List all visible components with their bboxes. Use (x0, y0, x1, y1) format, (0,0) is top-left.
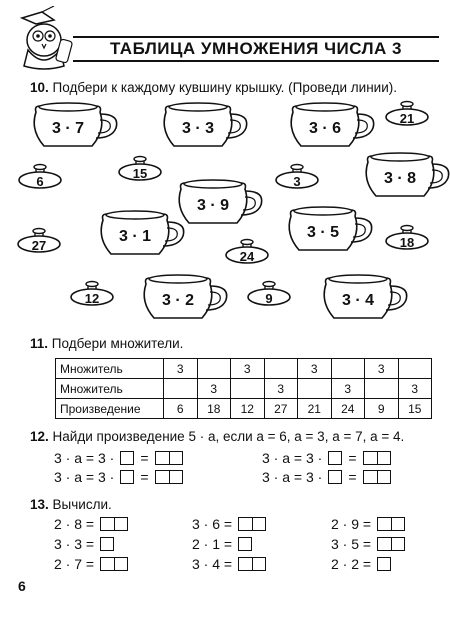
jug-label: 3 · 6 (308, 120, 341, 137)
task-12-heading (30, 429, 404, 444)
table-cell: 27 (264, 399, 298, 419)
answer-box[interactable] (100, 537, 114, 551)
answer-box[interactable] (100, 517, 128, 531)
task-11-text: Подбери множители. (51, 336, 184, 351)
answer-box[interactable] (377, 537, 405, 551)
jug-3x8[interactable] (360, 150, 450, 200)
table-cell[interactable] (164, 379, 198, 399)
table-cell: 15 (398, 399, 432, 419)
jug-3x7[interactable] (28, 100, 120, 150)
lid-label: 6 (36, 174, 44, 189)
table-row (56, 359, 432, 379)
task-11-number: 11. (30, 336, 49, 351)
equation-expr: 3 · 3 = (54, 536, 95, 552)
lid-15[interactable] (118, 155, 162, 181)
equation-line (54, 556, 128, 572)
table-cell[interactable] (331, 359, 365, 379)
answer-box[interactable] (328, 451, 342, 465)
equation-expr: 3 · 6 = (192, 516, 233, 532)
lid-label: 15 (132, 166, 148, 181)
equation-line (192, 536, 252, 552)
equation-expr: 3 · а = 3 · (262, 450, 323, 466)
table-cell: 24 (331, 399, 365, 419)
answer-box[interactable] (100, 557, 128, 571)
equation-line (54, 469, 183, 485)
equals-sign: = (348, 450, 357, 466)
table-cell[interactable] (197, 359, 231, 379)
table-cell[interactable]: 3 (298, 359, 332, 379)
row-label: Множитель (56, 359, 164, 379)
row-label: Произведение (56, 399, 164, 419)
task-10-text: Подбери к каждому кувшину крышку. (Проведи линии). (52, 80, 397, 95)
jug-label: 3 · 5 (306, 224, 339, 241)
task-12-number: 12. (30, 429, 49, 444)
jug-3x6[interactable] (285, 100, 377, 150)
jug-label: 3 · 7 (51, 120, 84, 137)
answer-box[interactable] (155, 470, 183, 484)
table-cell[interactable] (398, 359, 432, 379)
equation-line (331, 556, 391, 572)
table-cell[interactable]: 3 (331, 379, 365, 399)
jug-3x1[interactable] (95, 208, 187, 258)
equation-expr: 3 · а = 3 · (54, 469, 115, 485)
equation-expr: 3 · 5 = (331, 536, 372, 552)
task-11-heading (30, 336, 183, 351)
answer-box[interactable] (155, 451, 183, 465)
answer-box[interactable] (377, 557, 391, 571)
task-13-heading (30, 497, 112, 512)
table-cell: 12 (231, 399, 265, 419)
table-cell[interactable]: 3 (197, 379, 231, 399)
answer-box[interactable] (328, 470, 342, 484)
table-cell: 21 (298, 399, 332, 419)
equation-line (54, 536, 114, 552)
lid-12[interactable] (70, 280, 114, 306)
equation-expr: 2 · 1 = (192, 536, 233, 552)
equation-line (192, 556, 266, 572)
jug-label: 3 · 3 (181, 120, 214, 137)
table-cell: 9 (365, 399, 399, 419)
table-cell[interactable] (365, 379, 399, 399)
equation-line (262, 469, 391, 485)
equation-expr: 2 · 2 = (331, 556, 372, 572)
answer-box[interactable] (238, 557, 266, 571)
multiplier-table (55, 358, 432, 419)
equation-line (54, 450, 183, 466)
task-12-text: Найди произведение 5 · а, если а = 6, а = 3, а = 7, а = 4. (52, 429, 405, 444)
answer-box[interactable] (377, 517, 405, 531)
lid-6[interactable] (18, 163, 62, 189)
task-10-number: 10. (30, 80, 49, 95)
equation-line (192, 516, 266, 532)
lid-label: 9 (265, 291, 273, 306)
equals-sign: = (140, 450, 149, 466)
jug-3x3[interactable] (158, 100, 250, 150)
table-cell[interactable]: 3 (365, 359, 399, 379)
jug-3x4[interactable] (318, 272, 410, 322)
task-10-heading (30, 80, 397, 95)
equation-expr: 2 · 9 = (331, 516, 372, 532)
lid-3[interactable] (275, 163, 319, 189)
table-cell[interactable]: 3 (231, 359, 265, 379)
equation-line (331, 536, 405, 552)
table-row (56, 379, 432, 399)
answer-box[interactable] (363, 470, 391, 484)
task-13-number: 13. (30, 497, 49, 512)
equation-expr: 3 · а = 3 · (54, 450, 115, 466)
lid-9[interactable] (247, 280, 291, 306)
answer-box[interactable] (120, 451, 134, 465)
owl-mascot-icon (14, 6, 76, 72)
equation-expr: 3 · а = 3 · (262, 469, 323, 485)
jug-label: 3 · 1 (118, 228, 151, 245)
equals-sign: = (140, 469, 149, 485)
answer-box[interactable] (120, 470, 134, 484)
table-cell[interactable]: 3 (398, 379, 432, 399)
table-cell[interactable] (264, 359, 298, 379)
equation-line (54, 516, 128, 532)
lid-label: 18 (399, 235, 415, 250)
jug-label: 3 · 2 (161, 292, 194, 309)
equals-sign: = (348, 469, 357, 485)
table-cell[interactable]: 3 (164, 359, 198, 379)
jug-label: 3 · 9 (196, 197, 229, 214)
answer-box[interactable] (363, 451, 391, 465)
lid-label: 21 (399, 111, 415, 126)
table-cell[interactable] (231, 379, 265, 399)
equation-line (331, 516, 405, 532)
lid-18[interactable] (385, 224, 429, 250)
lid-label: 24 (239, 249, 255, 264)
answer-box[interactable] (238, 537, 252, 551)
equation-expr: 3 · 4 = (192, 556, 233, 572)
table-cell: 6 (164, 399, 198, 419)
jug-3x5[interactable] (283, 204, 375, 254)
equation-expr: 2 · 8 = (54, 516, 95, 532)
table-cell[interactable]: 3 (264, 379, 298, 399)
lid-label: 3 (293, 174, 301, 189)
answer-box[interactable] (238, 517, 266, 531)
lid-24[interactable] (225, 238, 269, 264)
lid-21[interactable] (385, 100, 429, 126)
equation-line (262, 450, 391, 466)
row-label: Множитель (56, 379, 164, 399)
page-title: ТАБЛИЦА УМНОЖЕНИЯ ЧИСЛА 3 (73, 36, 439, 62)
lid-label: 27 (31, 238, 47, 253)
jug-3x2[interactable] (138, 272, 230, 322)
table-cell[interactable] (298, 379, 332, 399)
equation-expr: 2 · 7 = (54, 556, 95, 572)
jug-label: 3 · 4 (341, 292, 374, 309)
jug-label: 3 · 8 (383, 170, 416, 187)
lid-27[interactable] (17, 227, 61, 253)
table-row (56, 399, 432, 419)
page-number: 6 (18, 578, 26, 594)
table-cell: 18 (197, 399, 231, 419)
task-13-text: Вычисли. (52, 497, 112, 512)
lid-label: 12 (84, 291, 100, 306)
